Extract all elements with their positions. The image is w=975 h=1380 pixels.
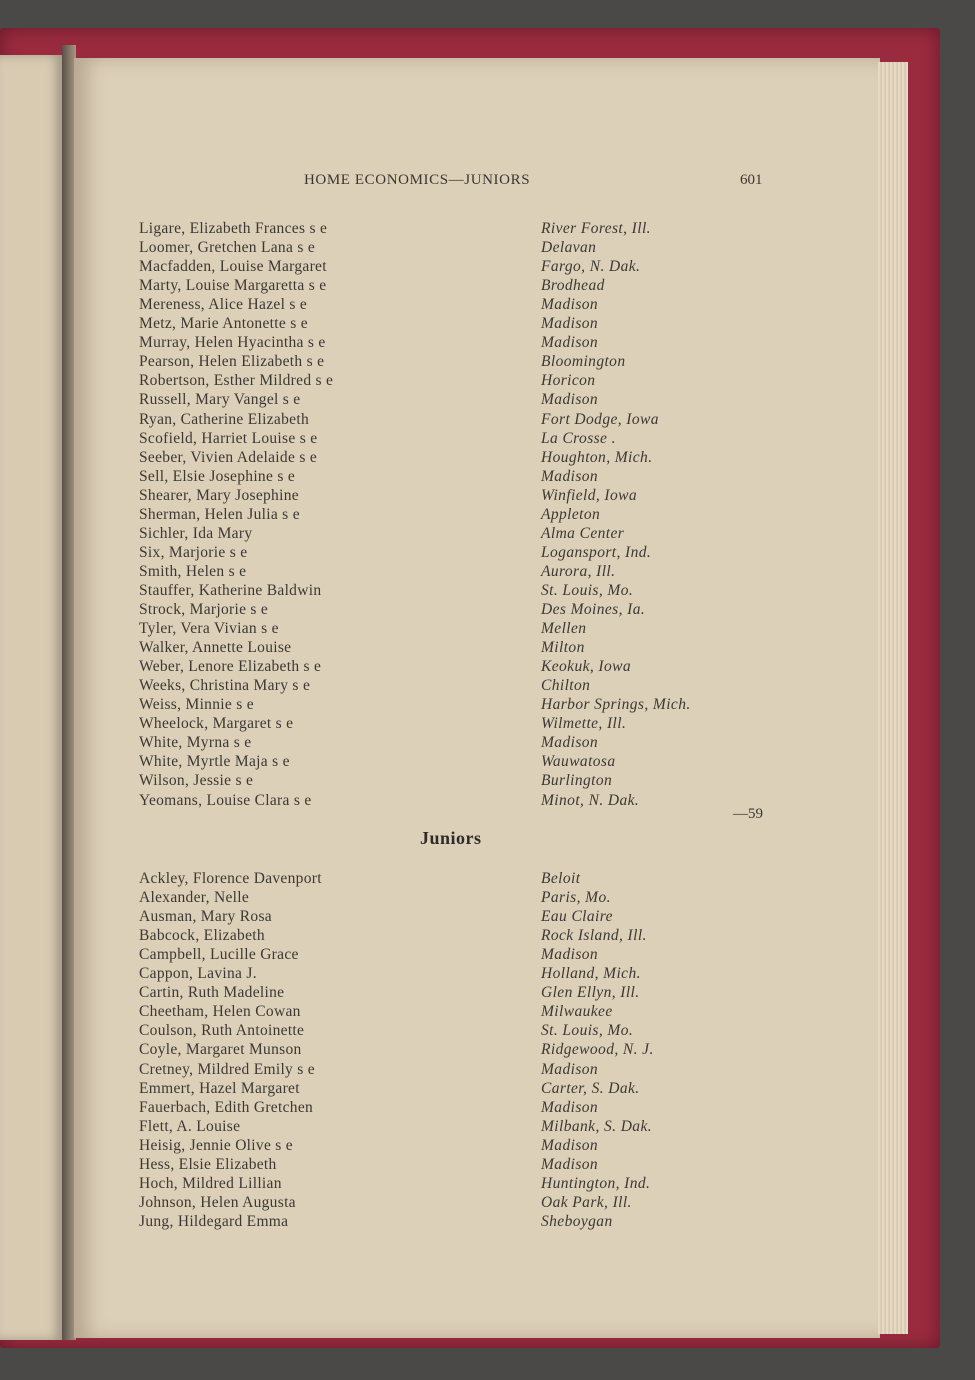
student-name: Smith, Helen s e: [139, 562, 247, 580]
student-name: Marty, Louise Margaretta s e: [139, 277, 327, 295]
student-name: Sichler, Ida Mary: [139, 524, 253, 542]
student-name: Cheetham, Helen Cowan: [139, 1003, 301, 1021]
page-header: [74, 172, 880, 194]
student-hometown: Paris, Mo.: [541, 889, 611, 907]
student-name: Loomer, Gretchen Lana s e: [139, 239, 316, 257]
student-hometown: Chilton: [541, 677, 591, 695]
student-hometown: Holland, Mich.: [541, 965, 641, 983]
list-item: [0, 1175, 975, 1194]
list-item: [0, 525, 975, 544]
list-item: [0, 734, 975, 753]
list-item: [0, 449, 975, 468]
student-hometown: Madison: [541, 296, 599, 314]
student-hometown: St. Louis, Mo.: [541, 581, 634, 599]
list-item: [0, 220, 975, 239]
list-item: [0, 258, 975, 277]
list-item: [0, 1099, 975, 1118]
student-hometown: Logansport, Ind.: [541, 543, 652, 561]
student-hometown: Madison: [541, 946, 599, 964]
student-hometown: River Forest, Ill.: [541, 220, 651, 237]
student-name: Cappon, Lavina J.: [139, 965, 257, 983]
list-item: [0, 468, 975, 487]
student-name: Coulson, Ruth Antoinette: [139, 1022, 305, 1040]
list-item: [0, 620, 975, 639]
student-name: Johnson, Helen Augusta: [139, 1193, 296, 1211]
list-item: [0, 1003, 975, 1022]
student-name: Ackley, Florence Davenport: [139, 870, 322, 887]
student-name: Robertson, Esther Mildred s e: [139, 372, 334, 390]
student-name: Hoch, Mildred Lillian: [139, 1174, 282, 1192]
student-hometown: Milbank, S. Dak.: [541, 1117, 653, 1135]
list-item: [0, 908, 975, 927]
list-item: [0, 658, 975, 677]
student-name: Jung, Hildegard Emma: [139, 1212, 289, 1230]
student-name: Mereness, Alice Hazel s e: [139, 296, 308, 314]
list-item: [0, 239, 975, 258]
student-hometown: Madison: [541, 734, 599, 752]
student-hometown: Keokuk, Iowa: [541, 658, 632, 676]
student-hometown: Aurora, Ill.: [541, 562, 616, 580]
list-item: [0, 391, 975, 410]
student-hometown: Brodhead: [541, 277, 605, 295]
student-hometown: Appleton: [541, 505, 601, 523]
list-item: [0, 1041, 975, 1060]
list-item: [0, 639, 975, 658]
student-name: Murray, Helen Hyacintha s e: [139, 334, 326, 352]
list-item: [0, 487, 975, 506]
page-number: 601: [740, 172, 763, 188]
student-hometown: Carter, S. Dak.: [541, 1079, 640, 1097]
student-hometown: Glen Ellyn, Ill.: [541, 984, 640, 1002]
student-name: Campbell, Lucille Grace: [139, 946, 299, 964]
student-name: Shearer, Mary Josephine: [139, 486, 299, 504]
list-item: [0, 984, 975, 1003]
student-hometown: Madison: [541, 1060, 599, 1078]
student-hometown: Madison: [541, 334, 599, 352]
student-name: Ligare, Elizabeth Frances s e: [139, 220, 328, 237]
list-item: [0, 1022, 975, 1041]
student-name: Weber, Lenore Elizabeth s e: [139, 658, 322, 676]
student-name: Six, Marjorie s e: [139, 543, 248, 561]
student-name: Macfadden, Louise Margaret: [139, 258, 327, 276]
student-hometown: Horicon: [541, 372, 596, 390]
student-name: White, Myrna s e: [139, 734, 252, 752]
list-item: [0, 1080, 975, 1099]
student-name: Wheelock, Margaret s e: [139, 715, 294, 733]
student-hometown: Madison: [541, 467, 599, 485]
student-hometown: Madison: [541, 1098, 599, 1116]
student-name: Ausman, Mary Rosa: [139, 908, 272, 926]
student-hometown: Rock Island, Ill.: [541, 927, 647, 945]
student-hometown: Madison: [541, 1155, 599, 1173]
student-hometown: Bloomington: [541, 353, 626, 371]
list-item: [0, 430, 975, 449]
student-hometown: Wauwatosa: [541, 753, 616, 771]
list-item: [0, 277, 975, 296]
student-name: Russell, Mary Vangel s e: [139, 391, 301, 409]
student-hometown: Des Moines, Ia.: [541, 601, 646, 618]
list-item: [0, 870, 975, 889]
student-hometown: Wilmette, Ill.: [541, 715, 627, 733]
list-item: [0, 1156, 975, 1175]
student-name: Weeks, Christina Mary s e: [139, 677, 311, 695]
list-item: [0, 792, 975, 811]
student-hometown: Winfield, Iowa: [541, 486, 638, 504]
student-name: Pearson, Helen Elizabeth s e: [139, 353, 325, 371]
list-item: [0, 927, 975, 946]
student-hometown: Madison: [541, 315, 599, 333]
section-heading-juniors: Juniors: [420, 828, 482, 848]
student-name: Flett, A. Louise: [139, 1117, 241, 1135]
student-name: Metz, Marie Antonette s e: [139, 315, 308, 333]
student-name: Coyle, Margaret Munson: [139, 1041, 302, 1059]
list-item: [0, 601, 975, 620]
list-item: [0, 1213, 975, 1232]
student-hometown: Huntington, Ind.: [541, 1174, 651, 1192]
list-item: [0, 772, 975, 791]
student-hometown: Milton: [541, 639, 585, 657]
student-name: Fauerbach, Edith Gretchen: [139, 1098, 314, 1116]
list-item: [0, 582, 975, 601]
student-name: Seeber, Vivien Adelaide s e: [139, 448, 318, 466]
student-name: Babcock, Elizabeth: [139, 927, 265, 945]
list-item: [0, 296, 975, 315]
student-hometown: La Crosse .: [541, 429, 616, 447]
student-name: Weiss, Minnie s e: [139, 696, 254, 714]
student-name: Cartin, Ruth Madeline: [139, 984, 285, 1002]
student-hometown: St. Louis, Mo.: [541, 1022, 634, 1040]
list-item: [0, 334, 975, 353]
list-item: [0, 1194, 975, 1213]
list-item: [0, 1061, 975, 1080]
student-hometown: Fargo, N. Dak.: [541, 258, 641, 276]
student-name: Yeomans, Louise Clara s e: [139, 791, 312, 809]
student-hometown: Houghton, Mich.: [541, 448, 653, 466]
running-head: HOME ECONOMICS—JUNIORS: [304, 172, 531, 188]
student-hometown: Oak Park, Ill.: [541, 1193, 632, 1211]
list-item: [0, 715, 975, 734]
student-name: Alexander, Nelle: [139, 889, 250, 907]
student-name: Sherman, Helen Julia s e: [139, 505, 300, 523]
student-hometown: Burlington: [541, 772, 613, 790]
student-hometown: Madison: [541, 391, 599, 409]
list-item: [0, 315, 975, 334]
list-item: [0, 353, 975, 372]
student-hometown: Milwaukee: [541, 1003, 613, 1021]
student-hometown: Mellen: [541, 620, 587, 638]
student-name: Heisig, Jennie Olive s e: [139, 1136, 293, 1154]
student-name: Scofield, Harriet Louise s e: [139, 429, 318, 447]
student-name: Walker, Annette Louise: [139, 639, 292, 657]
student-hometown: Beloit: [541, 870, 581, 887]
list-item: [0, 946, 975, 965]
student-hometown: Alma Center: [541, 524, 625, 542]
student-name: Wilson, Jessie s e: [139, 772, 254, 790]
list-item: [0, 889, 975, 908]
student-name: Ryan, Catherine Elizabeth: [139, 410, 309, 428]
list-item: [0, 372, 975, 391]
list-item: [0, 677, 975, 696]
student-hometown: Sheboygan: [541, 1212, 613, 1230]
student-hometown: Harbor Springs, Mich.: [541, 696, 691, 714]
student-hometown: Minot, N. Dak.: [541, 791, 640, 809]
student-hometown: Fort Dodge, Iowa: [541, 410, 659, 428]
student-name: Sell, Elsie Josephine s e: [139, 467, 296, 485]
list-item: [0, 563, 975, 582]
count-note: —59: [733, 806, 763, 822]
student-hometown: Eau Claire: [541, 908, 613, 926]
student-hometown: Ridgewood, N. J.: [541, 1041, 654, 1059]
student-name: Cretney, Mildred Emily s e: [139, 1060, 315, 1078]
list-item: [0, 411, 975, 430]
list-item: [0, 753, 975, 772]
list-item: [0, 1118, 975, 1137]
list-item: [0, 544, 975, 563]
student-name: Strock, Marjorie s e: [139, 601, 269, 618]
student-hometown: Delavan: [541, 239, 597, 257]
list-item: [0, 506, 975, 525]
list-item: [0, 1137, 975, 1156]
list-item: [0, 696, 975, 715]
student-name: Hess, Elsie Elizabeth: [139, 1155, 277, 1173]
student-name: Tyler, Vera Vivian s e: [139, 620, 279, 638]
student-name: Stauffer, Katherine Baldwin: [139, 581, 322, 599]
student-name: White, Myrtle Maja s e: [139, 753, 290, 771]
list-item: [0, 965, 975, 984]
student-hometown: Madison: [541, 1136, 599, 1154]
student-name: Emmert, Hazel Margaret: [139, 1079, 300, 1097]
